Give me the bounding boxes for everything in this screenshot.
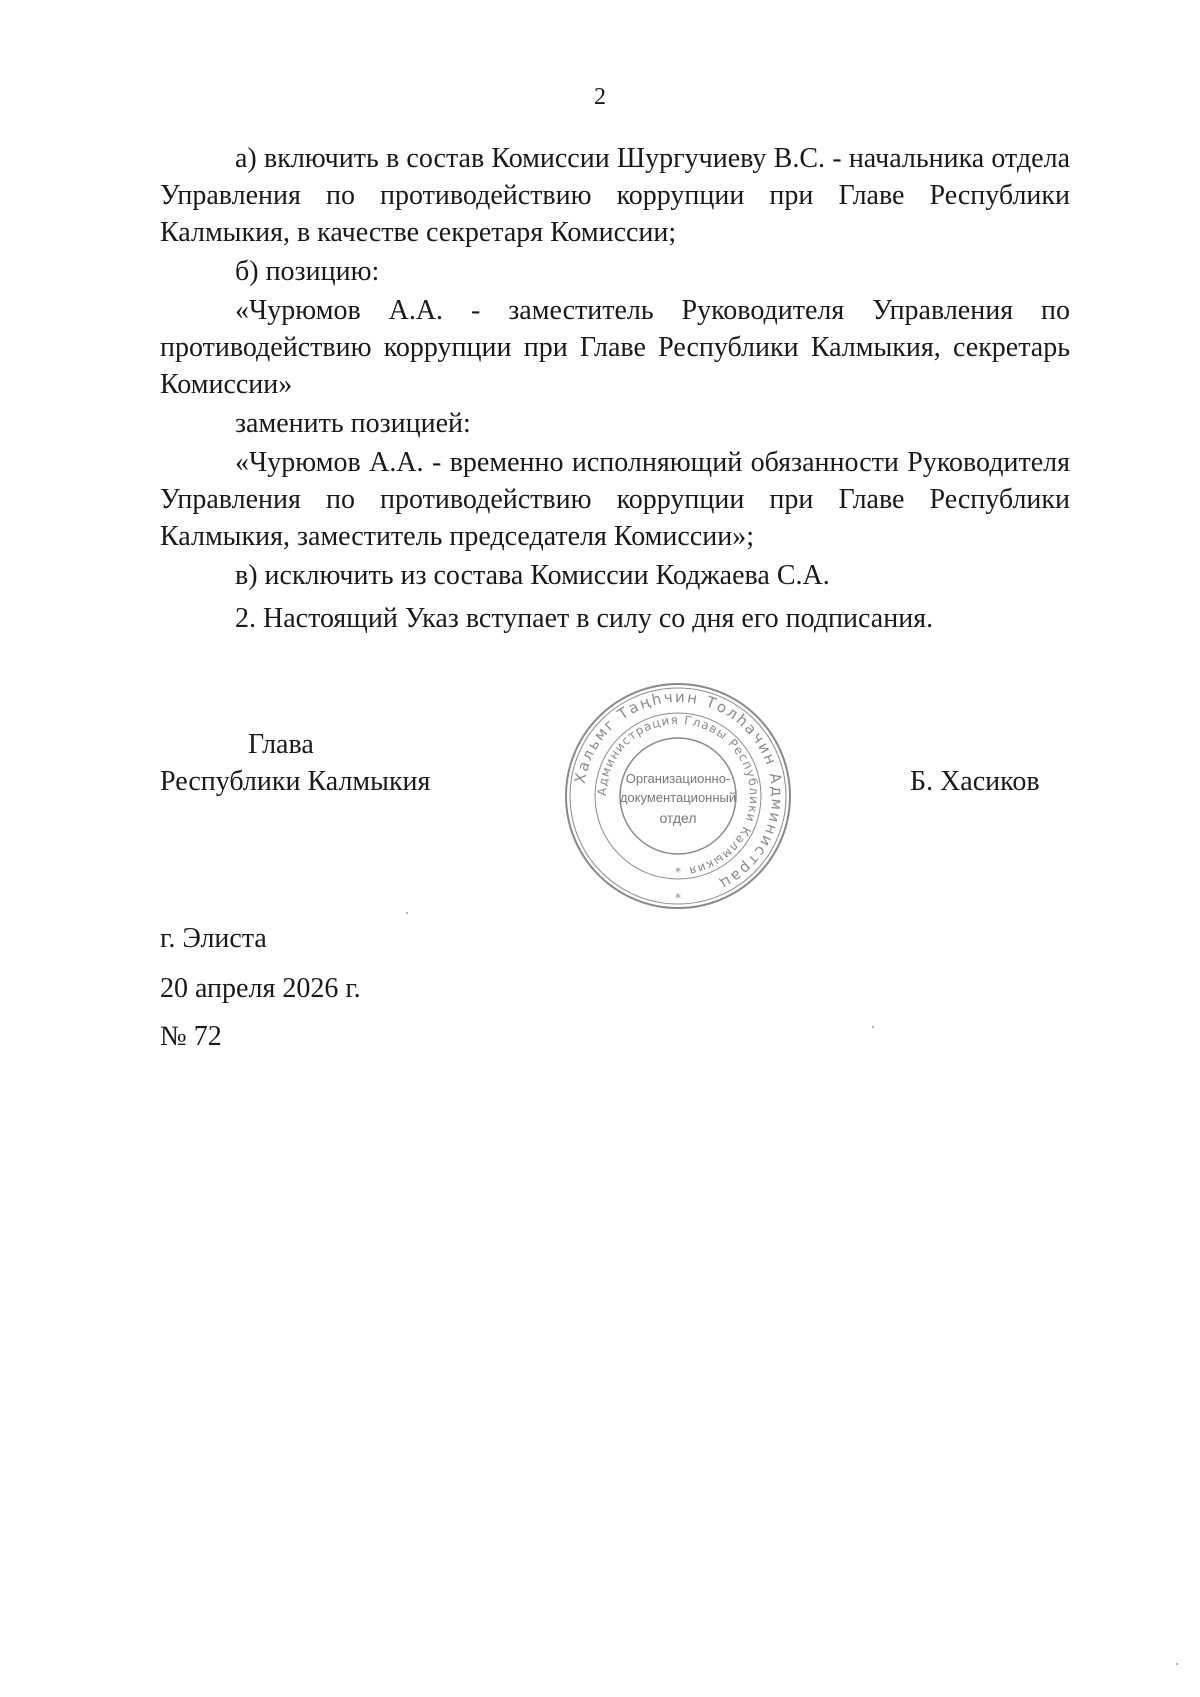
seal-center-line3: отдел bbox=[659, 810, 697, 826]
signing-date: 20 апреля 2026 г. bbox=[160, 973, 361, 1004]
paragraph-a: а) включить в состав Комиссии Шургучиеву В.С. - начальника отдела Управления по противодействию коррупции при Главе Республики Калмыкия, в качестве секретаря Комиссии; bbox=[160, 143, 1070, 248]
seal-center-line2: документационный bbox=[619, 790, 737, 805]
paragraph-b: б) позицию: bbox=[235, 256, 380, 287]
seal-outer-text: Хальмг Таңһчин Толһачин Администрац bbox=[570, 687, 787, 894]
document-body bbox=[160, 140, 1070, 637]
signatory-title-line1: Глава bbox=[248, 729, 314, 760]
scan-speck bbox=[406, 912, 408, 914]
scan-speck bbox=[872, 1026, 874, 1028]
svg-text:*: * bbox=[675, 865, 681, 879]
paragraph-new-position: «Чурюмов А.А. - временно исполняющий обязанности Руководителя Управления по противодействию коррупции при Главе Республики Калмыкия, заместитель председателя Комиссии»; bbox=[160, 447, 1070, 552]
seal-center-line1: Организационно- bbox=[625, 771, 731, 786]
signatory-name: Б. Хасиков bbox=[910, 766, 1040, 797]
svg-text:*: * bbox=[675, 891, 681, 905]
paragraph-c: в) исключить из состава Комиссии Коджаева С.А. bbox=[235, 560, 830, 591]
signatory-title-line2: Республики Калмыкия bbox=[160, 766, 431, 797]
seal-inner-text: Администрация Главы Республики Калмыкия bbox=[594, 712, 762, 879]
official-seal bbox=[562, 680, 794, 912]
paragraph-old-position: «Чурюмов А.А. - заместитель Руководителя Управления по противодействию коррупции при Главе Республики Калмыкия, секретарь Комиссии» bbox=[160, 295, 1070, 400]
decree-number: № 72 bbox=[160, 1021, 222, 1052]
signatory-title bbox=[160, 726, 430, 800]
paragraph-replace: заменить позицией: bbox=[235, 408, 471, 439]
page-number: 2 bbox=[594, 84, 606, 110]
scan-speck bbox=[1176, 1663, 1178, 1665]
place-of-signing: г. Элиста bbox=[160, 923, 267, 954]
paragraph-effective: 2. Настоящий Указ вступает в силу со дня его подписания. bbox=[235, 603, 934, 634]
